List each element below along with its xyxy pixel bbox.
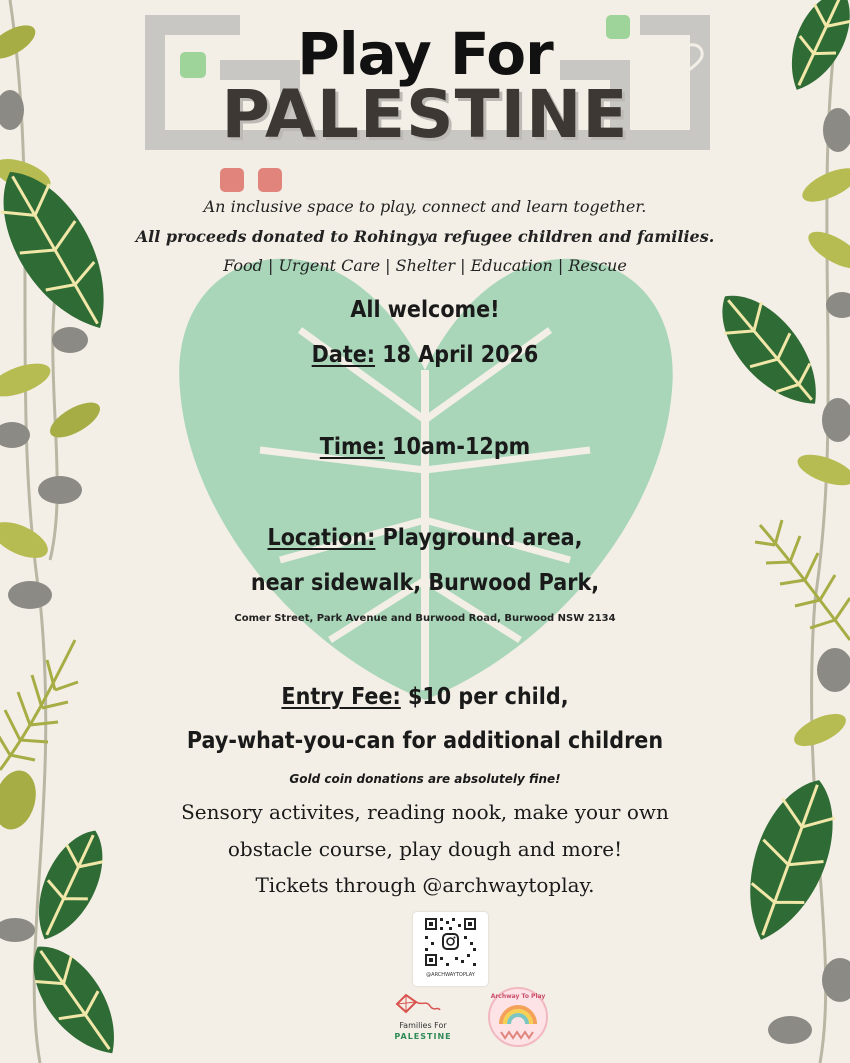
tickets-line: Tickets through @archwaytoplay. <box>255 873 595 897</box>
big-leaf-watermark <box>179 259 672 700</box>
fee-value: $10 per child, <box>400 684 569 710</box>
activities-line-2: obstacle course, play dough and more! <box>227 837 623 861</box>
intro-line-2: All proceeds donated to Rohingya refugee children and families. <box>135 227 715 246</box>
time-line <box>43 434 808 460</box>
welcome-text: All welcome! <box>350 297 500 323</box>
archway-logo-text: Archway To Play <box>490 993 546 1000</box>
intro-line-3: Food | Urgent Care | Shelter | Education | Rescue <box>223 256 627 275</box>
gold-coin-note: Gold coin donations are absolutely fine! <box>289 772 561 786</box>
address-text: Comer Street, Park Avenue and Burwood Road, Burwood NSW 2134 <box>234 613 616 624</box>
qr-label: @ARCHWAYTOPLAY <box>426 972 475 978</box>
red-square <box>220 168 244 192</box>
qr-code <box>413 912 488 972</box>
fee-label: Entry Fee: <box>281 684 401 710</box>
location-label: Location: <box>267 525 376 551</box>
red-square <box>258 168 282 192</box>
location-value-1: Playground area, <box>375 525 583 551</box>
date-line <box>43 342 808 368</box>
fee-line <box>43 684 808 710</box>
right-vines <box>812 0 840 1063</box>
instagram-icon <box>443 934 458 949</box>
date-value: 18 April 2026 <box>375 342 539 368</box>
location-line-2: near sidewalk, Burwood Park, <box>250 570 600 596</box>
fee-extra: Pay-what-you-can for additional children <box>186 728 664 754</box>
qr-code-card[interactable] <box>413 912 488 986</box>
date-label: Date: <box>311 342 376 368</box>
families-logo-line-2: PALESTINE <box>394 1032 452 1041</box>
kite-logo-icon <box>392 992 442 1020</box>
location-line-1 <box>43 525 808 551</box>
title-play-for: Play For <box>297 20 553 88</box>
title-palestine: PALESTINE <box>221 76 629 153</box>
time-label: Time: <box>319 434 385 460</box>
time-value: 10am-12pm <box>384 434 531 460</box>
families-logo-line-1: Families For <box>399 1021 447 1030</box>
intro-line-1: An inclusive space to play, connect and learn together. <box>203 197 647 216</box>
activities-line-1: Sensory activites, reading nook, make your own <box>181 800 669 824</box>
